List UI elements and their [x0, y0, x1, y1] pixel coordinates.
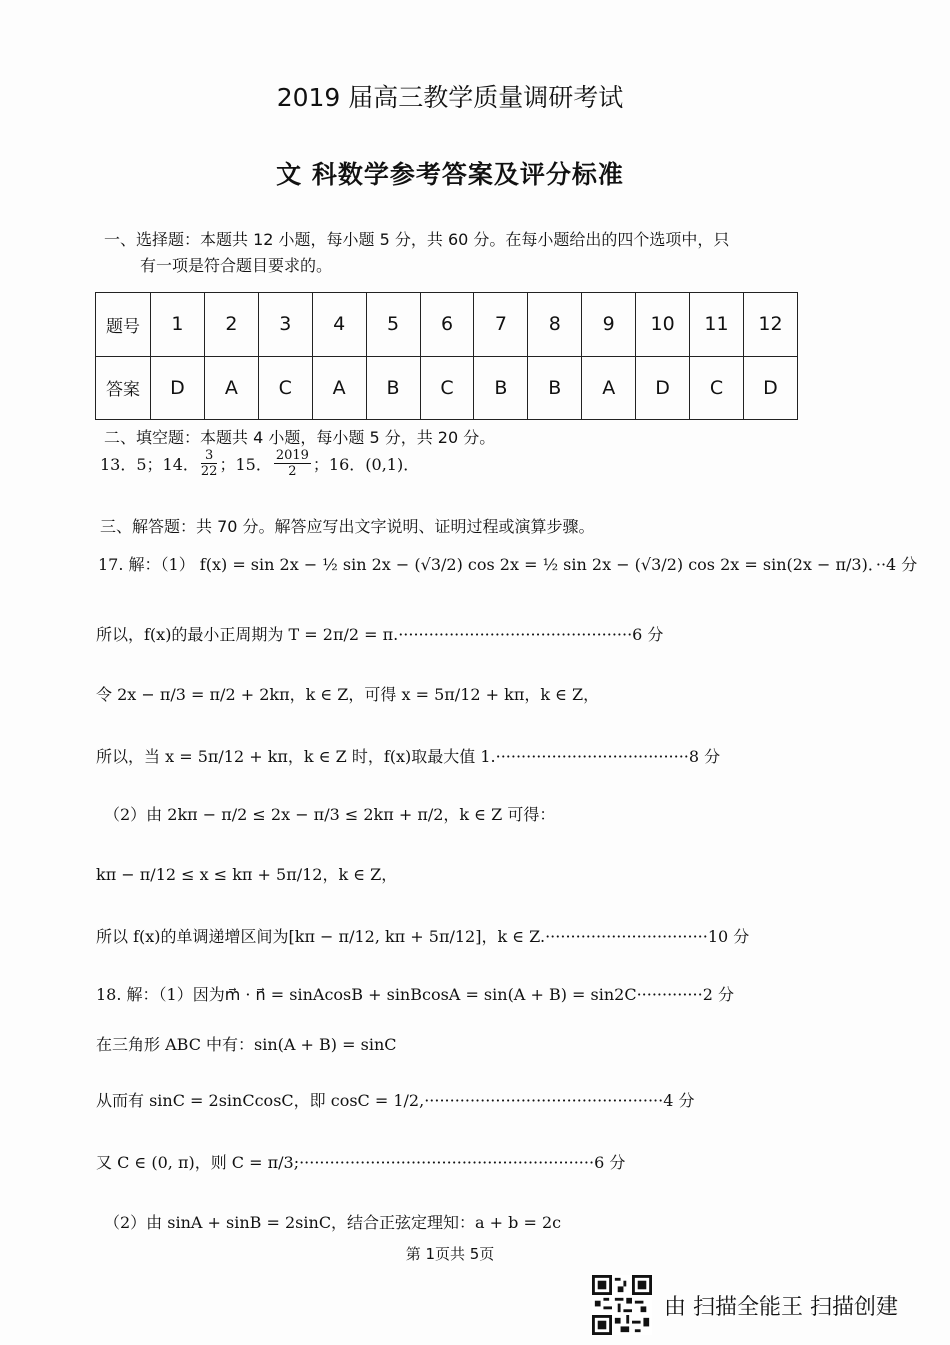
answer-14-fraction: [201, 448, 218, 479]
table-cell: 6: [420, 293, 474, 357]
section2-heading: 二、填空题：本题共 4 小题，每小题 5 分，共 20 分。: [104, 428, 496, 447]
qr-code-icon: [592, 1275, 652, 1335]
table-cell: B: [474, 356, 528, 420]
q18-line2: 在三角形 ABC 中有：sin(A + B) = sinC: [96, 1035, 397, 1054]
answer-13: 13．5；14．: [100, 455, 199, 474]
table-row-answers: [96, 356, 798, 420]
table-cell: D: [636, 356, 690, 420]
answer-table: [95, 292, 798, 420]
table-row-numbers: [96, 293, 798, 357]
table-cell: 12: [743, 293, 797, 357]
table-cell: 11: [690, 293, 744, 357]
table-cell: 3: [258, 293, 312, 357]
table-cell: 5: [366, 293, 420, 357]
table-cell: B: [528, 356, 582, 420]
table-cell: C: [690, 356, 744, 420]
q17-line5: （2）由 2kπ − π/2 ≤ 2x − π/3 ≤ 2kπ + π/2，k ∈ Z 可得：: [104, 805, 556, 824]
q17-line3: 令 2x − π/3 = π/2 + 2kπ，k ∈ Z，可得 x = 5π/12 + kπ，k ∈ Z，: [96, 685, 600, 704]
page-subtitle: 文 科数学参考答案及评分标准: [276, 160, 624, 189]
q17-line4: 所以，当 x = 5π/12 + kπ，k ∈ Z 时，f(x)取最大值 1.······································8 分: [96, 747, 721, 766]
table-cell: D: [151, 356, 205, 420]
table-cell: 2: [204, 293, 258, 357]
fraction-numerator: 3: [201, 448, 218, 464]
section1-line2: 有一项是符合题目要求的。: [140, 256, 333, 275]
answer-15-fraction: [274, 448, 311, 479]
table-cell: A: [312, 356, 366, 420]
table-cell: B: [366, 356, 420, 420]
answer-15-label: ；15．: [219, 455, 272, 474]
q18-line4: 又 C ∈ (0, π)，则 C = π/3;··························································6 分: [96, 1153, 626, 1172]
table-cell: A: [582, 356, 636, 420]
fraction-denominator: 2: [288, 464, 297, 479]
fill-in-answers: [100, 448, 419, 479]
table-cell: D: [743, 356, 797, 420]
q18-line1: 18. 解：（1）因为m⃗ · n⃗ = sinAcosB + sinBcosA = sin(A + B) = sin2C·············2 分: [96, 985, 734, 1004]
fraction-denominator: 22: [200, 464, 218, 479]
table-cell: 4: [312, 293, 366, 357]
table-cell: A: [204, 356, 258, 420]
q17-line1: 17. 解：（1） f(x) = sin 2x − ½ sin 2x − (√3/2) cos 2x = ½ sin 2x − (√3/2) cos 2x = sin(2x − π/3)．··4 分: [98, 555, 918, 574]
table-cell: C: [420, 356, 474, 420]
table-cell: 1: [151, 293, 205, 357]
scanner-watermark: 由 扫描全能王 扫描创建: [664, 1295, 898, 1320]
section1-line1: 一、选择题：本题共 12 小题，每小题 5 分，共 60 分。在每小题给出的四个选项中，只: [104, 230, 730, 249]
row-label-number: 题号: [96, 293, 151, 357]
table-cell: 7: [474, 293, 528, 357]
table-cell: 8: [528, 293, 582, 357]
q18-line3: 从而有 sinC = 2sinCcosC，即 cosC = 1/2,···············································4 分: [96, 1091, 695, 1110]
page-number: 第 1页共 5页: [405, 1245, 495, 1263]
page-title: 2019 届高三教学质量调研考试: [276, 83, 624, 112]
q17-line6: kπ − π/12 ≤ x ≤ kπ + 5π/12，k ∈ Z，: [96, 865, 398, 884]
q17-line2: 所以，f(x)的最小正周期为 T = 2π/2 = π.··············································6 分: [96, 625, 664, 644]
answer-16: ；16．(0,1)．: [312, 455, 420, 474]
q17-line7: 所以 f(x)的单调递增区间为[kπ − π/12, kπ + 5π/12]，k ∈ Z.································10 分: [96, 927, 750, 946]
section3-heading: 三、解答题：共 70 分。解答应写出文字说明、证明过程或演算步骤。: [100, 517, 595, 536]
table-cell: C: [258, 356, 312, 420]
q18-line5: （2）由 sinA + sinB = 2sinC，结合正弦定理知：a + b = 2c: [104, 1213, 562, 1232]
row-label-answer: 答案: [96, 356, 151, 420]
fraction-numerator: 2019: [275, 448, 309, 463]
table-cell: 9: [582, 293, 636, 357]
table-cell: 10: [636, 293, 690, 357]
